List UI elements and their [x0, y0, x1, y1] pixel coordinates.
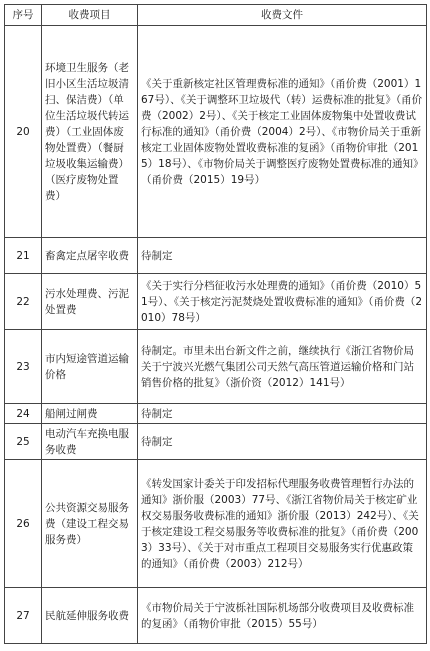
fee-item: 船闸过闸费	[42, 404, 138, 424]
row-number: 23	[5, 330, 42, 404]
fee-item: 污水处理费、污泥处置费	[42, 274, 138, 330]
row-number: 26	[5, 460, 42, 588]
row-number: 22	[5, 274, 42, 330]
fee-item: 畜禽定点屠宰收费	[42, 238, 138, 274]
fee-item: 电动汽车充换电服务收费	[42, 424, 138, 460]
row-number: 25	[5, 424, 42, 460]
fee-item: 公共资源交易服务费（建设工程交易服务费）	[42, 460, 138, 588]
fee-file: 待制定	[138, 238, 427, 274]
fee-item: 环境卫生服务（老旧小区生活垃圾清扫、保洁费）（单位生活垃圾代转运费）（工业固体废物处置费）（餐厨垃圾收集运输费）（医疗废物处置费）	[42, 26, 138, 238]
fee-file: 待制定。市里未出台新文件之前，继续执行《浙江省物价局关于宁波兴光燃气集团公司天然气高压管道运输价格和门站销售价格的批复》（浙价资（2012）141号）	[138, 330, 427, 404]
row-number: 24	[5, 404, 42, 424]
fee-item: 民航延伸服务收费	[42, 588, 138, 644]
fee-item: 市内短途管道运输价格	[42, 330, 138, 404]
table-row	[5, 588, 427, 644]
row-number: 21	[5, 238, 42, 274]
header-file: 收费文件	[138, 5, 427, 26]
header-no: 序号	[5, 5, 42, 26]
table-row	[5, 238, 427, 274]
fee-file: 《市物价局关于宁波栎社国际机场部分收费项目及收费标准的复函》（甬物价审批（2015）55号）	[138, 588, 427, 644]
table-row	[5, 330, 427, 404]
row-number: 20	[5, 26, 42, 238]
fee-file: 《关于实行分档征收污水处理费的通知》（甬价费（2010）51号）、《关于核定污泥焚烧处置收费标准的通知》（甬价费（2010）78号）	[138, 274, 427, 330]
fee-file: 待制定	[138, 424, 427, 460]
table-row	[5, 26, 427, 238]
table-header-row	[5, 5, 427, 26]
table-row	[5, 424, 427, 460]
table-row	[5, 404, 427, 424]
table-row	[5, 274, 427, 330]
fee-document	[4, 4, 426, 644]
fee-file: 《关于重新核定社区管理费标准的通知》（甬价费（2001）167号）、《关于调整环卫垃圾代（转）运费标准的批复》（甬价费（2002）2号）、《关于核定工业固体废物集中处置收费试行标准的通知》（甬价费（2004）2号）、《市物价局关于重新核定工业固体废物处置收费标准的复函》（甬物价审批（2015）18号）、《市物价局关于调整医疗废物处置费标准的通知》（甬价费（2015）19号）	[138, 26, 427, 238]
fee-file: 《转发国家计委关于印发招标代理服务收费管理暂行办法的通知》浙价服（2003）77号、《浙江省物价局关于核定矿业权交易服务收费标准的通知》浙价服（2013）242号）、《关于核定建设工程交易服务等收费标准的批复》（甬价费（2003）33号）、《关于对市重点工程项目交易服务实行优惠政策的通知》（甬价费（2003）212号）	[138, 460, 427, 588]
header-item: 收费项目	[42, 5, 138, 26]
table-row	[5, 460, 427, 588]
fee-file: 待制定	[138, 404, 427, 424]
fee-table	[4, 4, 427, 644]
row-number: 27	[5, 588, 42, 644]
